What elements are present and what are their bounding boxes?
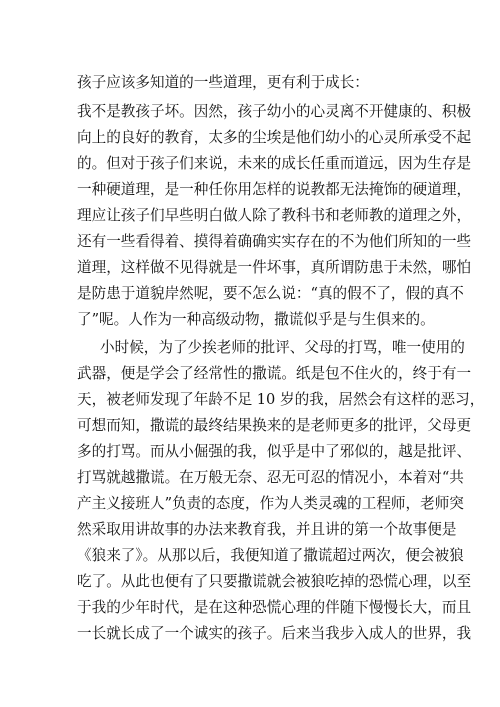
paragraph-line: 是防患于道貌岸然呢，要不怎么说：“真的假不了，假的真不 xyxy=(77,285,464,302)
paragraph-line: 了”呢。人作为一种高级动物，撒谎似乎是与生俱来的。 xyxy=(77,311,435,328)
paragraph-line: 多的打骂。而从小倔强的我，似乎是中了邪似的，越是批评、 xyxy=(77,443,472,460)
paragraph-line: 吃了。从此也便有了只要撒谎就会被狼吃掉的恐慌心理，以至 xyxy=(77,573,472,590)
paragraph-line: 打骂就越撒谎。在万般无奈、忍无可忍的情况小，本着对“共 xyxy=(77,469,464,486)
paragraph-line: 然采取用讲故事的办法来教育我，并且讲的第一个故事便是 xyxy=(77,521,457,538)
paragraph-line: 我不是教孩子坏。因然，孩子幼小的心灵离不开健康的、积极 xyxy=(77,103,472,120)
paragraph-line: 理应让孩子们早些明白做人除了教科书和老师教的道理之外， xyxy=(77,207,472,224)
paragraph-line: 还有一些看得着、摸得着确确实实存在的不为他们所知的一些 xyxy=(77,233,472,250)
paragraph-line: 武器，便是学会了经常性的撒谎。纸是包不住火的，终于有一 xyxy=(77,365,472,382)
paragraph-line: 于我的少年时代，是在这种恐慌心理的伴随下慢慢长大，而且 xyxy=(77,599,472,616)
paragraph-line: 一长就长成了一个诚实的孩子。后来当我步入成人的世界，我 xyxy=(77,625,472,642)
paragraph-line: 向上的良好的教育，太多的尘埃是他们幼小的心灵所承受不起 xyxy=(77,129,472,146)
paragraph-line: 的。但对于孩子们来说，未来的成长任重而道远，因为生存是 xyxy=(77,155,472,172)
document-heading: 孩子应该多知道的一些道理，更有利于成长： xyxy=(77,74,369,91)
paragraph-line: 天，被老师发现了年龄不足 10 岁的我，居然会有这样的恶习， xyxy=(77,391,485,408)
paragraph-line: 《狼来了》。从那以后，我便知道了撒谎超过两次，便会被狼 xyxy=(77,547,464,564)
paragraph-line: 小时候，为了少挨老师的批评、父母的打骂，唯一使用的 xyxy=(100,339,465,356)
paragraph-line: 产主义接班人”负责的态度，作为人类灵魂的工程师，老师突 xyxy=(77,495,464,512)
paragraph-line: 一种硬道理，是一种任你用怎样的说教都无法掩饰的硬道理， xyxy=(77,181,472,198)
paragraph-line: 道理，这样做不见得就是一件坏事，真所谓防患于未然，哪怕 xyxy=(77,259,472,276)
paragraph-line: 可想而知，撒谎的最终结果换来的是老师更多的批评，父母更 xyxy=(77,417,472,434)
